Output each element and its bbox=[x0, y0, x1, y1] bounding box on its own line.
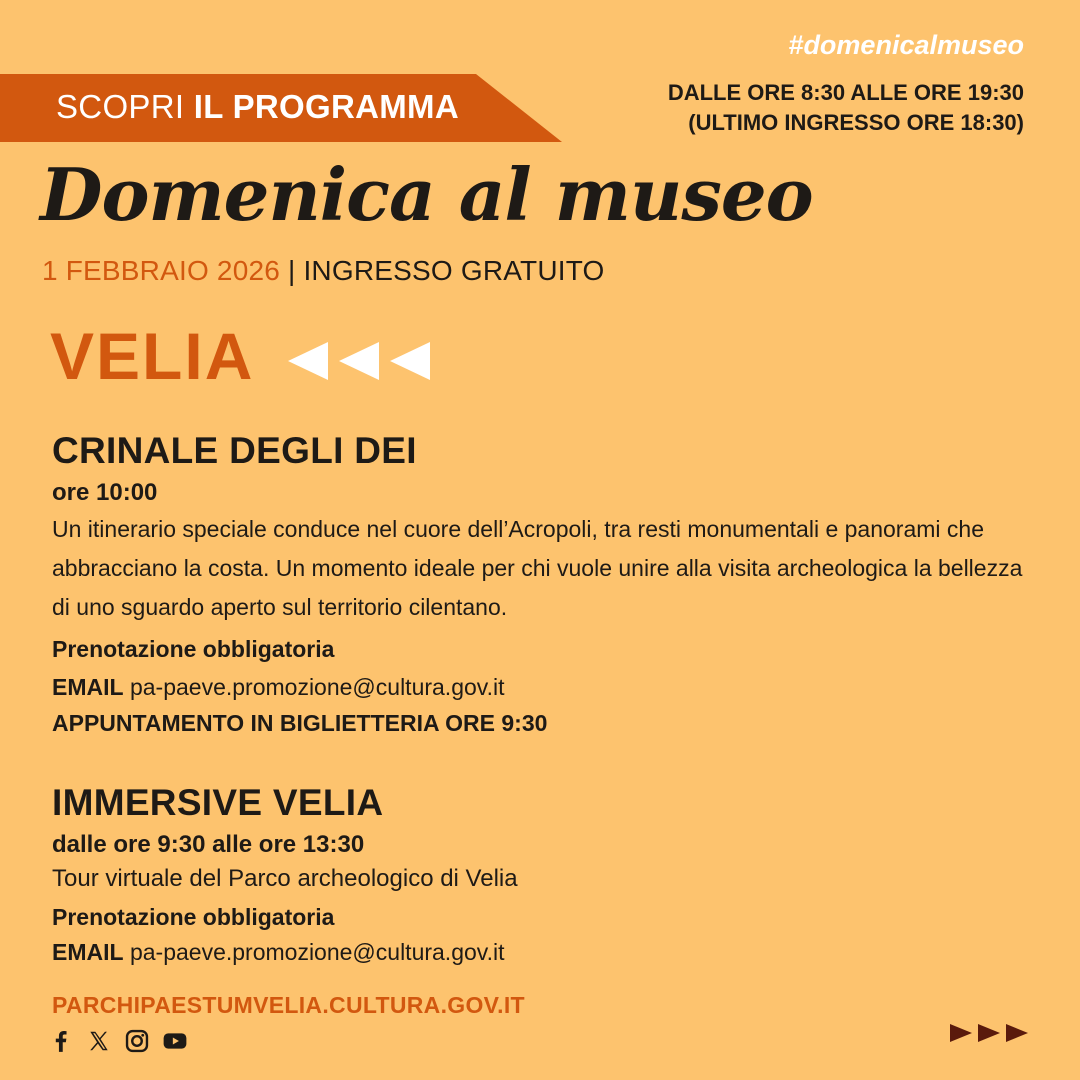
youtube-icon[interactable] bbox=[162, 1028, 188, 1054]
facebook-icon[interactable] bbox=[48, 1028, 74, 1054]
instagram-icon[interactable] bbox=[124, 1028, 150, 1054]
social-links bbox=[48, 1028, 188, 1054]
booking-required: Prenotazione obbligatoria bbox=[52, 904, 335, 930]
location-name: VELIA bbox=[50, 319, 255, 393]
program-banner-label: SCOPRI IL PROGRAMMA bbox=[56, 88, 459, 125]
booking-required: Prenotazione obbligatoria bbox=[52, 636, 335, 662]
event-description: Tour virtuale del Parco archeologico di Velia bbox=[52, 865, 518, 892]
free-entry-label: INGRESSO GRATUITO bbox=[303, 255, 605, 286]
booking-email bbox=[52, 674, 504, 701]
hashtag: #domenicalmuseo bbox=[788, 30, 1024, 60]
last-entry-line: (ULTIMO INGRESSO ORE 18:30) bbox=[688, 110, 1024, 135]
website-link[interactable]: PARCHIPAESTUMVELIA.CULTURA.GOV.IT bbox=[52, 992, 525, 1018]
next-arrows-icon bbox=[950, 1022, 1030, 1044]
right-arrow-icon bbox=[950, 1024, 972, 1042]
event-time: ore 10:00 bbox=[52, 479, 158, 506]
event-title: IMMERSIVE VELIA bbox=[52, 782, 384, 823]
email-link[interactable]: pa-paeve.promozione@cultura.gov.it bbox=[129, 674, 505, 700]
event-title: CRINALE DEGLI DEI bbox=[52, 430, 417, 471]
event-subtitle bbox=[42, 255, 605, 287]
right-arrow-icon bbox=[978, 1024, 1000, 1042]
email-label: EMAIL bbox=[52, 674, 124, 700]
event-time: dalle ore 9:30 alle ore 13:30 bbox=[52, 831, 365, 858]
email-link[interactable]: pa-paeve.promozione@cultura.gov.it bbox=[129, 939, 505, 965]
left-arrow-icon bbox=[390, 342, 430, 380]
page-title: Domenica al museo bbox=[40, 152, 813, 237]
left-arrows-icon bbox=[288, 340, 430, 382]
meeting-point: APPUNTAMENTO IN BIGLIETTERIA ORE 9:30 bbox=[52, 710, 548, 736]
event-date: 1 FEBBRAIO 2026 bbox=[42, 255, 281, 286]
email-label: EMAIL bbox=[52, 939, 124, 965]
right-arrow-icon bbox=[1006, 1024, 1028, 1042]
subtitle-separator: | bbox=[280, 255, 304, 286]
booking-email bbox=[52, 939, 504, 966]
event-description: Un itinerario speciale conduce nel cuore dell’Acropoli, tra resti monumentali e panorami che abbracciano la costa. Un momento ideale per chi vuole unire alla visita archeologica la bellezza di uno sguardo aperto sul territorio cilentano. bbox=[52, 516, 1023, 620]
opening-hours bbox=[668, 78, 1024, 138]
opening-hours-line: DALLE ORE 8:30 ALLE ORE 19:30 bbox=[667, 80, 1024, 105]
left-arrow-icon bbox=[339, 342, 379, 380]
x-icon[interactable] bbox=[86, 1028, 112, 1054]
left-arrow-icon bbox=[288, 342, 328, 380]
